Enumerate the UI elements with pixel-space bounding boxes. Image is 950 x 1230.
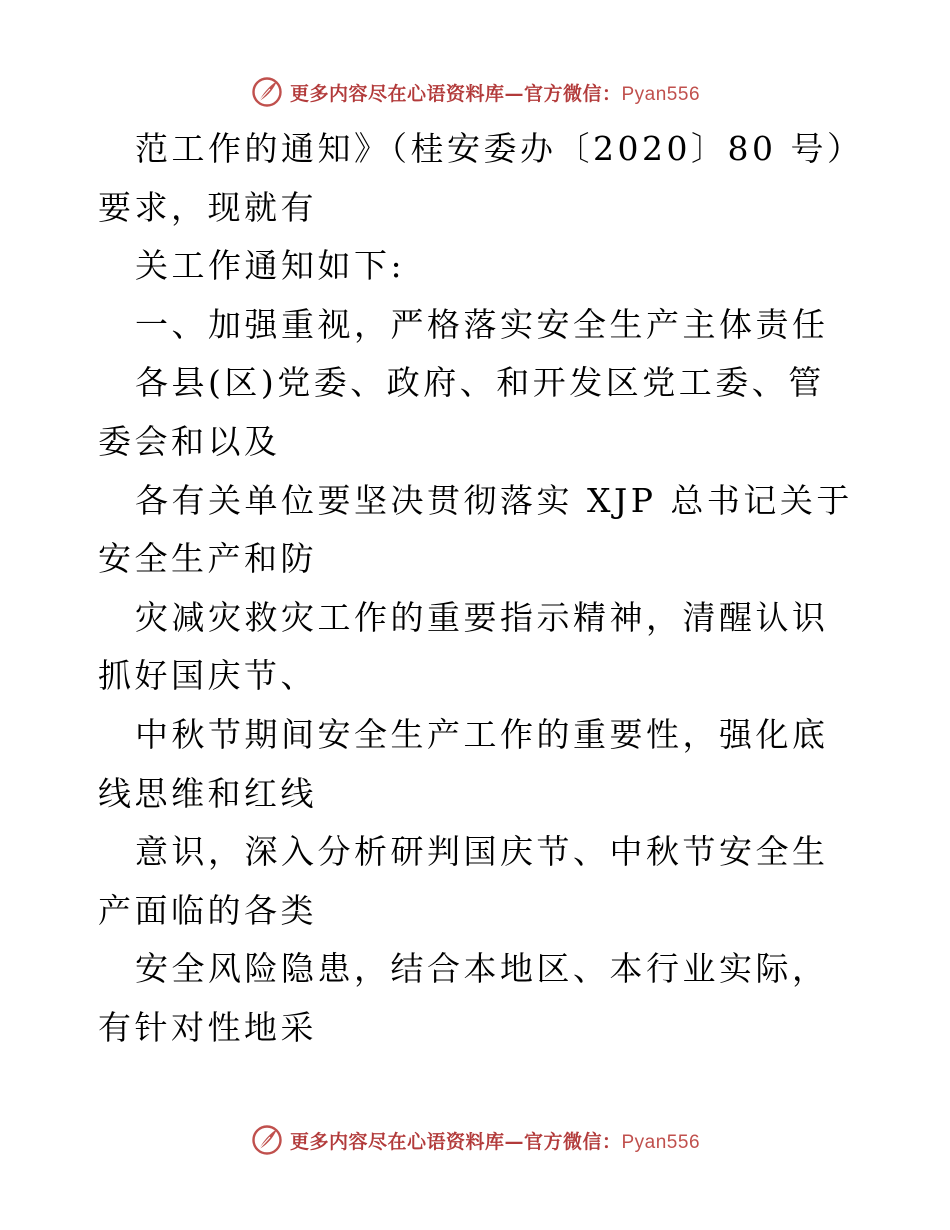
paragraph-line: 意识，深入分析研判国庆节、中秋节安全生产面临的各类 [98,832,829,930]
brand-watermark [250,75,700,109]
paragraph-line: 安全风险隐患，结合本地区、本行业实际，有针对性地采 [98,949,829,1047]
watermark-text: 更多内容尽在心语资料库—官方微信：Pyan556 [289,1130,701,1153]
paragraph-line: 各有关单位要坚决贯彻落实 XJP 总书记关于安全生产和防 [98,480,853,579]
paragraph-line: 灾减灾救灾工作的重要指示精神，清醒认识抓好国庆节、 [98,597,829,696]
paragraph-line: 各县(区)党委、政府、和开发区党工委、管委会和以及 [98,363,825,461]
paragraph-line: 范工作的通知》（桂安委办〔2020〕80 号）要求，现就有 [98,129,847,227]
page-footer-watermark [0,1120,950,1160]
watermark-text: 更多内容尽在心语资料库—官方微信：Pyan556 [289,82,701,105]
document-body [98,120,858,1058]
wechat-id: Pyan556 [621,83,701,105]
paragraph-line: 一、加强重视，严格落实安全生产主体责任 [135,304,829,344]
wechat-id: Pyan556 [621,1131,701,1153]
quill-logo-icon [250,75,284,109]
quill-logo-icon [250,1123,284,1157]
paragraph-line: 中秋节期间安全生产工作的重要性，强化底线思维和红线 [98,714,829,813]
paragraph-line: 关工作通知如下: [135,246,406,286]
page-header-watermark [0,72,950,112]
brand-watermark [250,1123,700,1157]
